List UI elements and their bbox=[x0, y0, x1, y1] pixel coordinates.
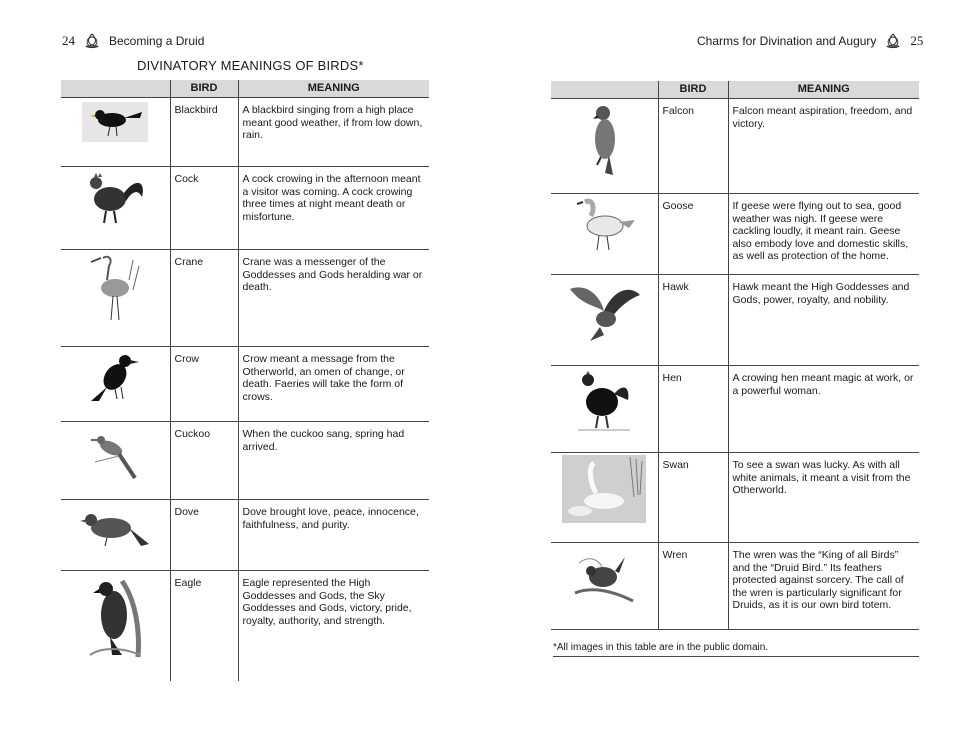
table-row bbox=[551, 543, 919, 630]
table-title: DIVINATORY MEANINGS OF BIRDS* bbox=[137, 58, 364, 73]
bird-meaning: A blackbird singing from a high place meant good weather, if from low down, rain. bbox=[238, 98, 429, 167]
blackbird-illustration bbox=[80, 98, 150, 144]
crow-illustration bbox=[85, 347, 145, 407]
bird-meaning: Hawk meant the High Goddesses and Gods, power, royalty, and nobility. bbox=[728, 275, 919, 366]
right-page-number: 25 bbox=[910, 33, 924, 48]
table-row bbox=[61, 167, 429, 250]
bird-image-cell bbox=[61, 500, 170, 571]
bird-meaning: Crane was a messenger of the Goddesses and Gods heralding war or death. bbox=[238, 250, 429, 347]
bird-image-cell bbox=[61, 167, 170, 250]
cock-illustration bbox=[80, 167, 150, 227]
bird-column-header: BIRD bbox=[658, 81, 728, 99]
table-row bbox=[551, 366, 919, 453]
bird-name: Hawk bbox=[658, 275, 728, 366]
bird-image-cell bbox=[61, 250, 170, 347]
bird-name: Blackbird bbox=[170, 98, 238, 167]
table-footnote: *All images in this table are in the public domain. bbox=[553, 642, 919, 657]
bird-name: Goose bbox=[658, 194, 728, 275]
hen-illustration bbox=[574, 366, 634, 436]
bird-name: Crow bbox=[170, 347, 238, 422]
bird-image-cell bbox=[61, 422, 170, 500]
bird-name: Falcon bbox=[658, 99, 728, 194]
table-row bbox=[61, 500, 429, 571]
bird-image-cell bbox=[551, 543, 658, 630]
table-row bbox=[551, 275, 919, 366]
bird-meaning: A crowing hen meant magic at work, or a powerful woman. bbox=[728, 366, 919, 453]
right-birds-table bbox=[551, 81, 919, 630]
bird-name: Swan bbox=[658, 453, 728, 543]
bird-meaning: Crow meant a message from the Otherworld, an omen of change, or death. Faeries will take the form of crows. bbox=[238, 347, 429, 422]
swan-illustration bbox=[560, 453, 648, 525]
bird-meaning: Dove brought love, peace, innocence, faithfulness, and purity. bbox=[238, 500, 429, 571]
meaning-column-header: MEANING bbox=[238, 80, 429, 98]
bird-name: Cuckoo bbox=[170, 422, 238, 500]
left-birds-table bbox=[61, 80, 429, 681]
table-header-row bbox=[551, 81, 919, 99]
triquetra-icon bbox=[884, 33, 902, 49]
bird-image-cell bbox=[551, 99, 658, 194]
table-row bbox=[551, 99, 919, 194]
table-row bbox=[61, 571, 429, 681]
bird-image-cell bbox=[61, 571, 170, 681]
table-row bbox=[551, 194, 919, 275]
crane-illustration bbox=[85, 250, 145, 326]
bird-name: Eagle bbox=[170, 571, 238, 681]
bird-image-cell bbox=[551, 453, 658, 543]
left-running-head-text: Becoming a Druid bbox=[109, 34, 205, 48]
bird-image-cell bbox=[551, 275, 658, 366]
right-running-head bbox=[697, 33, 923, 49]
right-running-head-text: Charms for Divination and Augury bbox=[697, 34, 877, 48]
bird-name: Crane bbox=[170, 250, 238, 347]
bird-meaning: The wren was the “King of all Birds” and the “Druid Bird.” Its feathers protected against sorcery. The call of the wren is particularly significant for Druids, as it is our own bird totem. bbox=[728, 543, 919, 630]
table-header-row bbox=[61, 80, 429, 98]
bird-meaning: Eagle represented the High Goddesses and Gods, the Sky Goddesses and Gods, victory, pride, royalty, authority, and strength. bbox=[242, 577, 412, 627]
bird-name: Cock bbox=[170, 167, 238, 250]
bird-meaning: When the cuckoo sang, spring had arrived. bbox=[238, 422, 429, 500]
bird-image-cell bbox=[61, 98, 170, 167]
left-page-number: 24 bbox=[62, 33, 75, 48]
table-row bbox=[61, 422, 429, 500]
bird-image-cell bbox=[551, 366, 658, 453]
eagle-illustration bbox=[82, 571, 148, 661]
table-row bbox=[61, 98, 429, 167]
bird-meaning: Falcon meant aspiration, freedom, and victory. bbox=[728, 99, 919, 194]
meaning-column-header: MEANING bbox=[728, 81, 919, 99]
image-header-cell bbox=[551, 81, 658, 99]
bird-image-cell bbox=[61, 347, 170, 422]
falcon-illustration bbox=[579, 99, 629, 179]
table-row bbox=[61, 347, 429, 422]
bird-name: Hen bbox=[658, 366, 728, 453]
bird-name: Wren bbox=[658, 543, 728, 630]
bird-name: Dove bbox=[170, 500, 238, 571]
hawk-illustration bbox=[564, 275, 644, 347]
wren-illustration bbox=[569, 543, 639, 609]
triquetra-icon bbox=[83, 33, 101, 49]
table-row bbox=[551, 453, 919, 543]
dove-illustration bbox=[77, 500, 153, 554]
bird-meaning: To see a swan was lucky. As with all white animals, it meant a visit from the Otherworld. bbox=[728, 453, 919, 543]
left-running-head bbox=[62, 33, 204, 49]
bird-image-cell bbox=[551, 194, 658, 275]
bird-meaning: If geese were flying out to sea, good weather was nigh. If geese were cackling loudly, it meant rain. Geese also embody love and domestic skills, as well as protection of the home. bbox=[728, 194, 919, 275]
image-header-cell bbox=[61, 80, 170, 98]
bird-meaning: A cock crowing in the afternoon meant a visitor was coming. A cock crowing three times at night meant death or misfortune. bbox=[238, 167, 429, 250]
bird-column-header: BIRD bbox=[170, 80, 238, 98]
table-row bbox=[61, 250, 429, 347]
goose-illustration bbox=[569, 194, 639, 256]
cuckoo-illustration bbox=[85, 422, 145, 486]
